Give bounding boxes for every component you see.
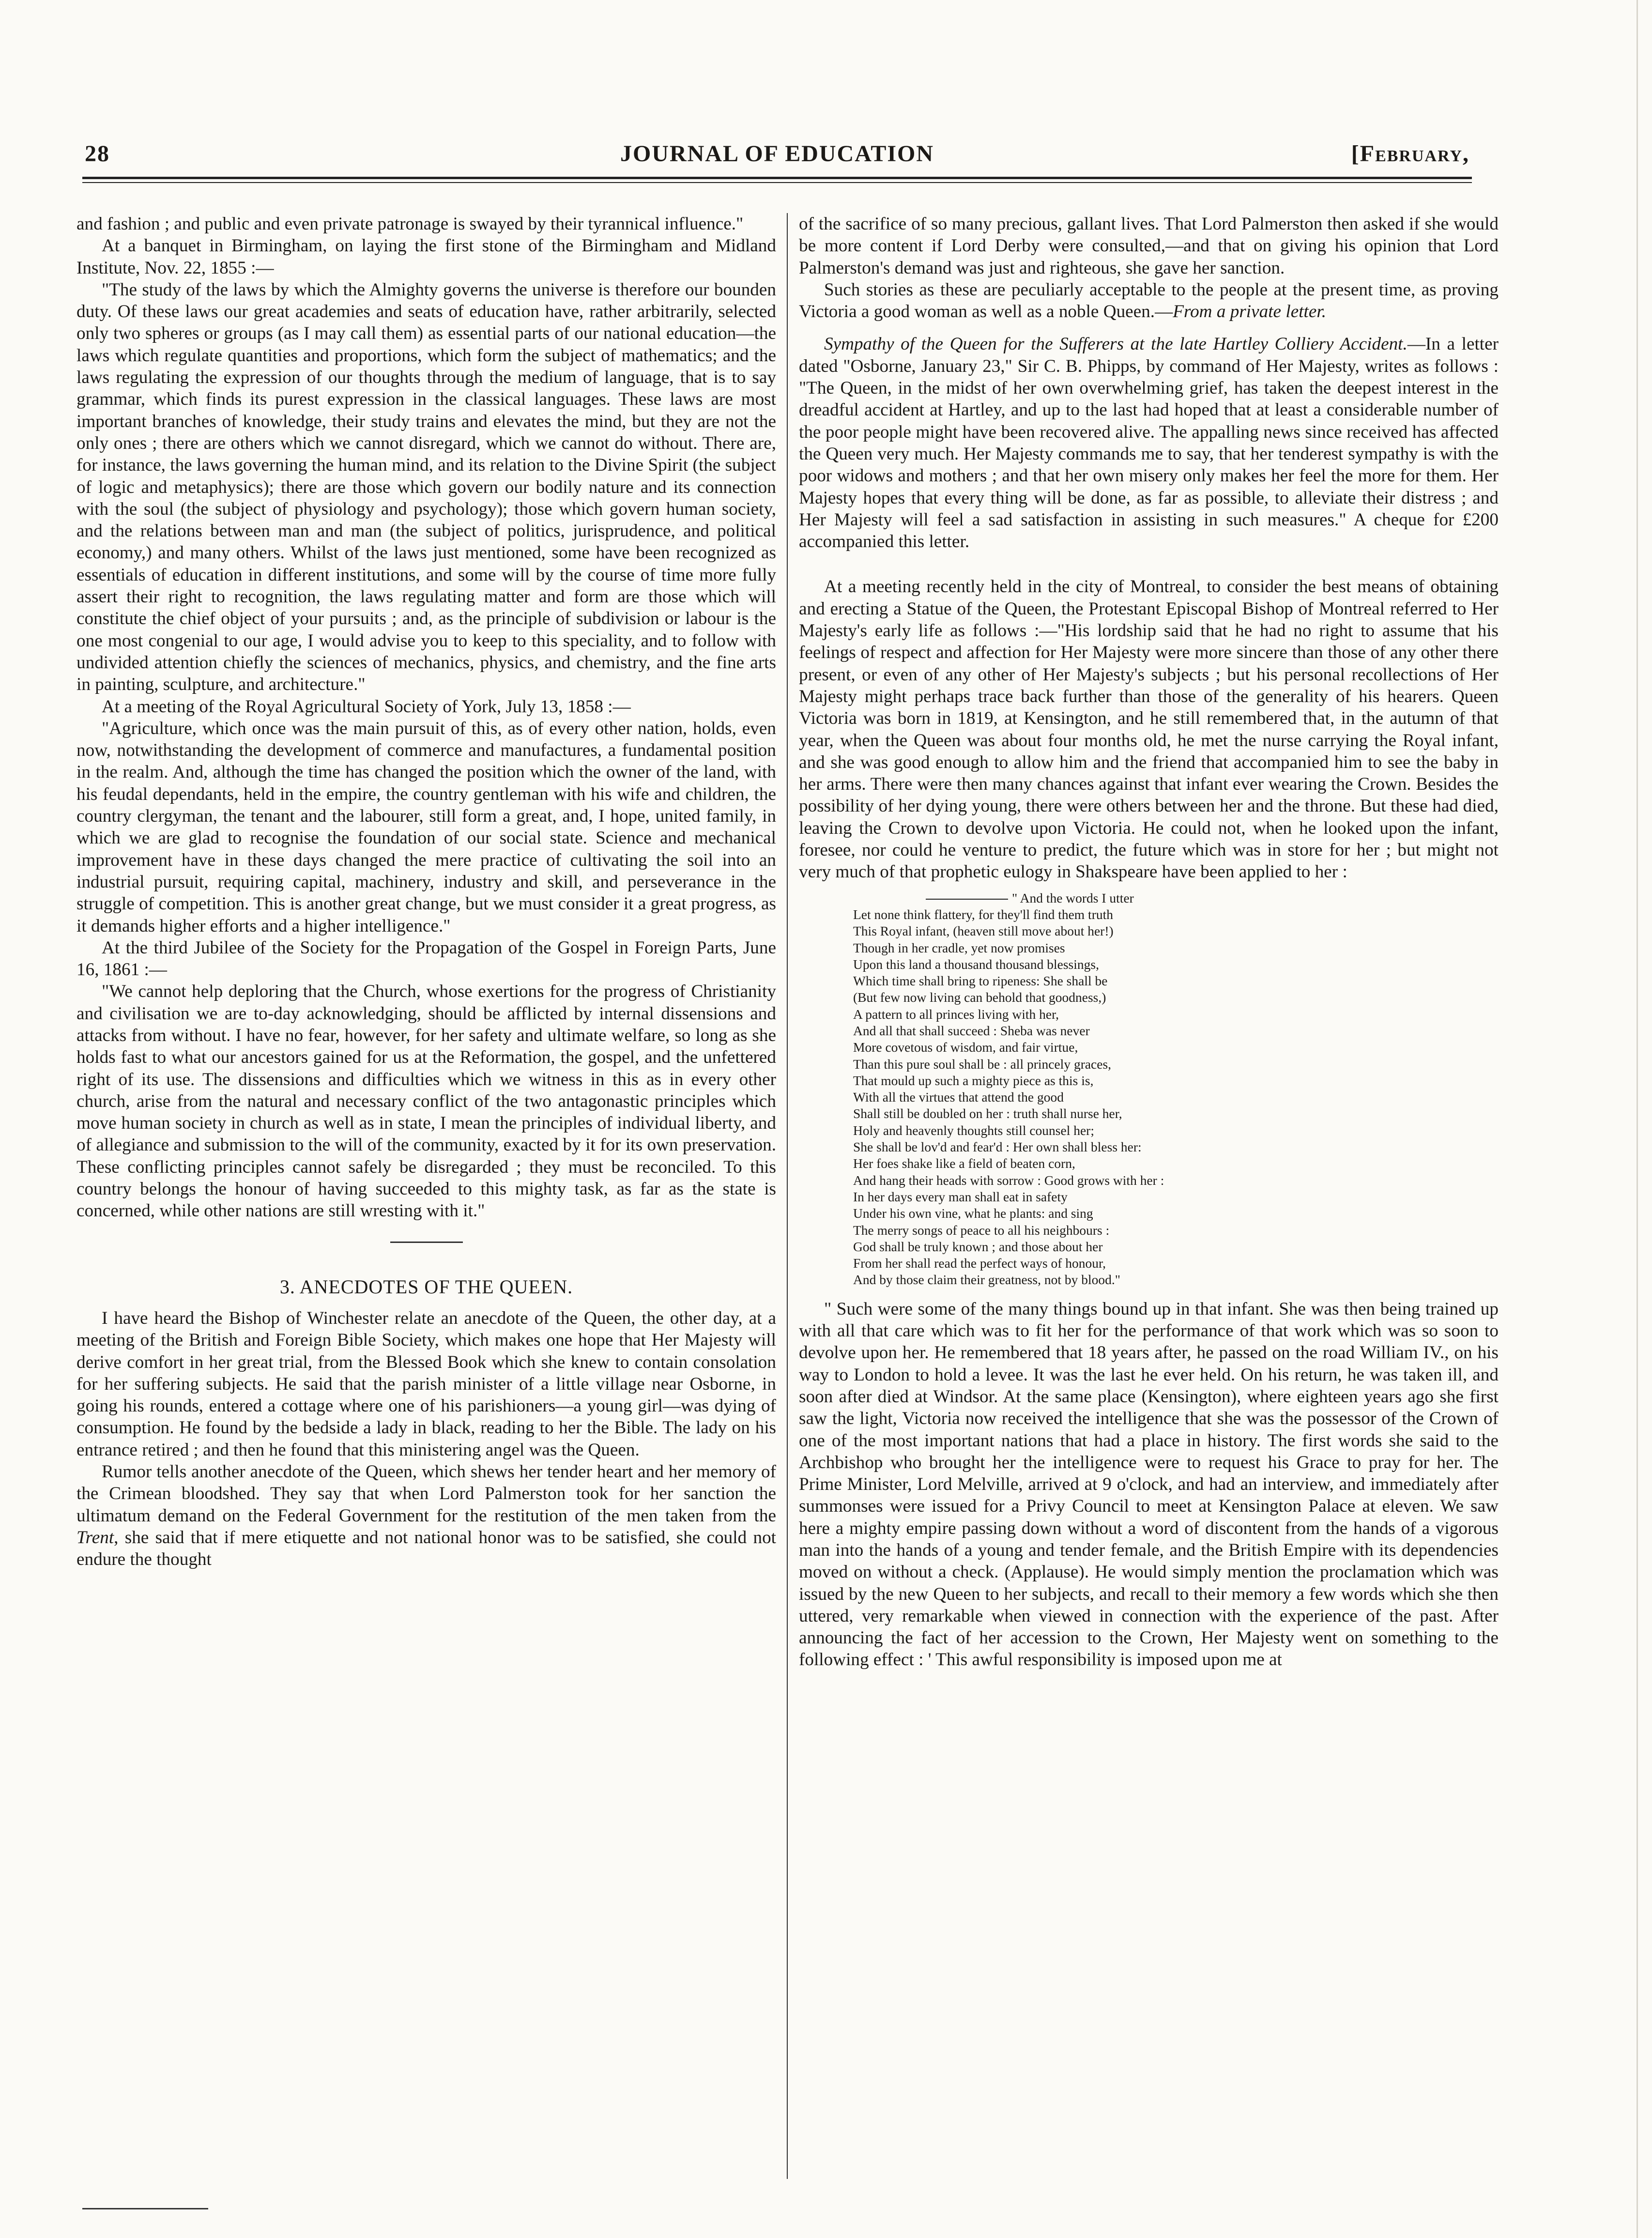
paragraph: of the sacrifice of so many precious, gallant lives. That Lord Palmerston then asked if she would be more content if Lord Derby were consulted,—and that on giving his opinion that Lord Palmerston's demand was just and righteous, she gave her sanction. bbox=[799, 214, 1499, 278]
text-run: Rumor tells another anecdote of the Queen, which shews her tender heart and her memory of the Crimean bloodshed. They say that when Lord Palmerston took for her sanction the ultimatum demand on the Federal Government for the restitution of the men taken from the bbox=[76, 1462, 776, 1526]
poem-line: Shall still be doubled on her : truth shall nurse her, bbox=[853, 1106, 1122, 1121]
italic-ship-name: Trent bbox=[76, 1527, 114, 1548]
issue-month: [February, bbox=[1351, 141, 1469, 167]
paragraph: At a banquet in Birmingham, on laying the first stone of the Birmingham and Midland Institute, Nov. 22, 1855 :— bbox=[76, 236, 776, 278]
poem-line: Under his own vine, what he plants: and sing bbox=[853, 1206, 1093, 1221]
quotation-paragraph: "We cannot help deploring that the Church, whose exertions for the progress of Christianity and civilisation we are to-day acknowledging, should be afflicted by internal dissensions and attacks from without. I have no fear, however, for her safety and ultimate welfare, so long as she holds fast to what our ancestors gained for us at the Reformation, the gospel, and the unfettered right of its use. The dissensions and difficulties which we witness in this as in every other church, arise from the natural and necessary conflict of the two antagonastic principles which move human society in church as well as in state, I mean the principles of individual liberty, and of allegiance and submission to the will of the community, exacted by it for its own preservation. These conflicting principles cannot safely be disregarded ; they must be reconciled. To this country belongs the honour of having succeeded to this mighty task, as far as the state is concerned, while other nations are still wresting with it." bbox=[76, 981, 776, 1221]
right-column bbox=[799, 213, 1499, 2179]
poem-line: Which time shall bring to ripeness: She shall be bbox=[853, 973, 1108, 989]
text-run: Such stories as these are peculiarly acceptable to the people at the present time, as proving Victoria a good woman as well as a noble Queen.— bbox=[799, 279, 1499, 322]
poem-line: Let none think flattery, for they'll find them truth bbox=[853, 906, 1113, 922]
journal-title: JOURNAL OF EDUCATION bbox=[620, 141, 934, 167]
paragraph: At the third Jubilee of the Society for the Propagation of the Gospel in Foreign Parts, June 16, 1861 :— bbox=[76, 937, 776, 980]
poem-line: Holy and heavenly thoughts still counsel her; bbox=[853, 1122, 1094, 1138]
poem-line: In her days every man shall eat in safety bbox=[853, 1189, 1068, 1204]
paragraph bbox=[799, 333, 1499, 552]
footer-rule bbox=[82, 2208, 208, 2209]
text-run: —In a letter dated "Osborne, January 23," Sir C. B. Phipps, by command of Her Majesty, writes as follows : "The Queen, in the midst of her own overwhelming grief, has taken the deepest interest in the dreadful accident at Hartley, and up to the last had hoped that at least a considerable number of the poor people might have been recovered alive. The appalling news since received has affected the Queen very much. Her Majesty commands me to say, that her tenderest sympathy is with the poor widows and mothers ; and that her own misery only makes her feel the more for them. Her Majesty hopes that every thing will be done, as far as possible, to alleviate their distress ; and Her Majesty will feel a sad satisfaction in assisting in such measures." A cheque for £200 accompanied this letter. bbox=[799, 334, 1499, 552]
section-divider bbox=[390, 1242, 463, 1243]
poem-line: This Royal infant, (heaven still move about her!) bbox=[853, 923, 1114, 939]
poem-dash-rule bbox=[926, 899, 1008, 900]
paragraph: At a meeting of the Royal Agricultural Society of York, July 13, 1858 :— bbox=[102, 696, 631, 717]
page-number: 28 bbox=[85, 141, 110, 167]
poem-line: God shall be truly known ; and those about her bbox=[853, 1239, 1103, 1254]
section-heading: 3. ANECDOTES OF THE QUEEN. bbox=[279, 1275, 573, 1298]
poem-line: A pattern to all princes living with her, bbox=[853, 1006, 1059, 1022]
poem-quotation bbox=[853, 890, 1499, 1288]
poem-line: And by those claim their greatness, not by blood." bbox=[853, 1272, 1120, 1288]
poem-line: Though in her cradle, yet now promises bbox=[853, 940, 1065, 955]
paragraph bbox=[76, 1461, 776, 1570]
poem-line: Upon this land a thousand thousand blessings, bbox=[853, 956, 1099, 972]
quotation-paragraph: "The study of the laws by which the Almighty governs the universe is therefore our bounden duty. Of these laws our great academies and seats of education have, rather arbitrarily, selected only two spheres or groups (as I may call them) as essential parts of our national education—the laws which regulate quantities and proportions, which form the subject of mathematics; and the laws regulating the expression of our thoughts through the medium of language, that is to say grammar, which finds its purest expression in the classical languages. These laws are most important branches of knowledge, their study trains and elevates the mind, but they are not the only ones ; there are others which we cannot disregard, which we cannot do without. There are, for instance, the laws governing the human mind, and its relation to the Divine Spirit (the subject of logic and metaphysics); there are those which govern our bodily nature and its connection with the soul (the subject of physiology and psychology); those which govern human society, and the relations between man and man (the subject of politics, jurisprudence, and political economy,) and many others. Whilst of the laws just mentioned, some have been recognized as essentials of education in different institutions, and some will by the course of time more fully assert their right to recognition, the laws regulating matter and form are those which will constitute the chief object of your pursuits ; and, as the principle of subdivision or labour is the one most congenial to our age, I would advise you to keep to this speciality, and to follow with undivided attention chiefly the sciences of mechanics, physics, and chemistry, and the fine arts in painting, sculpture, and architecture." bbox=[76, 279, 776, 695]
poem-line: The merry songs of peace to all his neighbours : bbox=[853, 1222, 1110, 1238]
column-divider bbox=[787, 213, 788, 2179]
poem-line: And hang their heads with sorrow : Good grows with her : bbox=[853, 1172, 1164, 1188]
source-attribution: From a private letter. bbox=[1173, 302, 1327, 322]
poem-line: Her foes shake like a field of beaten corn, bbox=[853, 1156, 1075, 1171]
paragraph: At a meeting recently held in the city of Montreal, to consider the best means of obtaining and erecting a Statue of the Queen, the Protestant Episcopal Bishop of Montreal referred to Her Majesty's early life as follows :—"His lordship said that he had no right to assume that his feelings of respect and affection for Her Majesty were more sincere than those of any other there present, or even of any other of Her Majesty's subjects ; but his personal recollections of Her Majesty might perhaps trace back further than those of the generality of his hearers. Queen Victoria was born in 1819, at Kensington, and he still remembered that, in the autumn of that year, when the Queen was about four months old, he met the nurse carrying the Royal infant, and she was good enough to allow him and the friend that accompanied him to see the baby in her arms. There were then many chances against that infant ever wearing the Crown. Besides the possibility of her dying young, there were others between her and the throne. But these had died, leaving the Crown to devolve upon Victoria. He could not, when he looked upon the infant, foresee, nor could he venture to predict, the future which was in store for her ; but might not very much of that prophetic eulogy in Shakspeare have been applied to her : bbox=[799, 577, 1499, 882]
header-rule bbox=[82, 177, 1472, 183]
paragraph: I have heard the Bishop of Winchester relate an anecdote of the Queen, the other day, at a meeting of the British and Foreign Bible Society, which makes one hope that Her Majesty will derive comfort in her great trial, from the Blessed Book which she knew to contain consolation for her suffering subjects. He said that the parish minister of a little village near Osborne, in going his rounds, entered a cottage where one of his parishioners—a young girl—was dying of consumption. He found by the bedside a lady in black, reading to her the Bible. The lady on his entrance retired ; and then he found that this ministering angel was the Queen. bbox=[76, 1308, 776, 1460]
quotation-paragraph: "Agriculture, which once was the main pursuit of this, as of every other nation, holds, even now, notwithstanding the development of commerce and manufactures, a fundamental position in the realm. And, although the time has changed the position which the owner of the land, with his feudal dependants, held in the empire, the country gentleman with his wife and children, the country clergyman, the tenant and the labourer, still form a great, and, I hope, united family, in which we are glad to recognise the foundation of our social state. Science and mechanical improvement have in these days changed the mere practice of cultivating the soil into an industrial pursuit, requiring capital, machinery, industry and skill, and perseverance in the struggle of competition. This is another great change, but we must consider it a great progress, as it demands higher efforts and a higher intelligence." bbox=[76, 718, 776, 936]
poem-line: With all the virtues that attend the good bbox=[853, 1089, 1064, 1105]
paragraph bbox=[799, 279, 1499, 323]
text-run: , she said that if mere etiquette and not national honor was to be satisfied, she could not endure the thought bbox=[76, 1527, 776, 1570]
poem-line: And all that shall succeed : Sheba was never bbox=[853, 1023, 1090, 1038]
poem-line: She shall be lov'd and fear'd : Her own shall bless her: bbox=[853, 1139, 1142, 1155]
poem-line: More covetous of wisdom, and fair virtue, bbox=[853, 1040, 1078, 1055]
left-column bbox=[76, 213, 776, 2179]
poem-line: From her shall read the perfect ways of honour, bbox=[853, 1256, 1106, 1271]
poem-line: Than this pure soul shall be : all princely graces, bbox=[853, 1056, 1112, 1072]
running-header bbox=[85, 140, 1469, 179]
paragraph: " Such were some of the many things bound up in that infant. She was then being trained up with all that care which was to fit her for the performance of that work which was so soon to devolve upon her. He remembered that 18 years after, he passed on the road William IV., on his way to London to hold a levee. It was the last he ever held. On his return, he was taken ill, and soon after died at Windsor. At the same place (Kensington), where eighteen years ago she first saw the light, Victoria now received the intelligence that she was the possessor of the Crown of one of the most important nations that had a place in history. The first words she said to the Archbishop who brought her the intelligence were to request his Grace to pray for her. The Prime Minister, Lord Melville, arrived at 9 o'clock, and had an interview, and immediately after summonses were issued for a Privy Council to meet at Kensington Palace at eleven. We saw here a mighty empire passing down without a word of discontent from the hands of a vigorous man into the hands of a young and tender female, and the British Empire with its dependencies moved on without a check. (Applause). He would simply mention the proclamation which was issued by the new Queen to her subjects, and recall to their memory a few words which she then uttered, very remarkable when viewed in connection with the experience of the past. After announcing the fact of her accession to the Crown, Her Majesty went on something to the following effect : ' This awful responsibility is imposed upon me at bbox=[799, 1299, 1499, 1670]
paragraph: and fashion ; and public and even private patronage is swayed by their tyrannical influence." bbox=[76, 214, 744, 234]
poem-lead-text: " And the words I utter bbox=[1012, 890, 1134, 905]
poem-line: That mould up such a mighty piece as this is, bbox=[853, 1073, 1094, 1088]
item-title: Sympathy of the Queen for the Sufferers at the late Hartley Colliery Accident. bbox=[824, 334, 1407, 354]
poem-lead-line bbox=[926, 890, 1499, 906]
poem-line: (But few now living can behold that goodness,) bbox=[853, 990, 1106, 1005]
page-edge bbox=[1637, 0, 1638, 2238]
